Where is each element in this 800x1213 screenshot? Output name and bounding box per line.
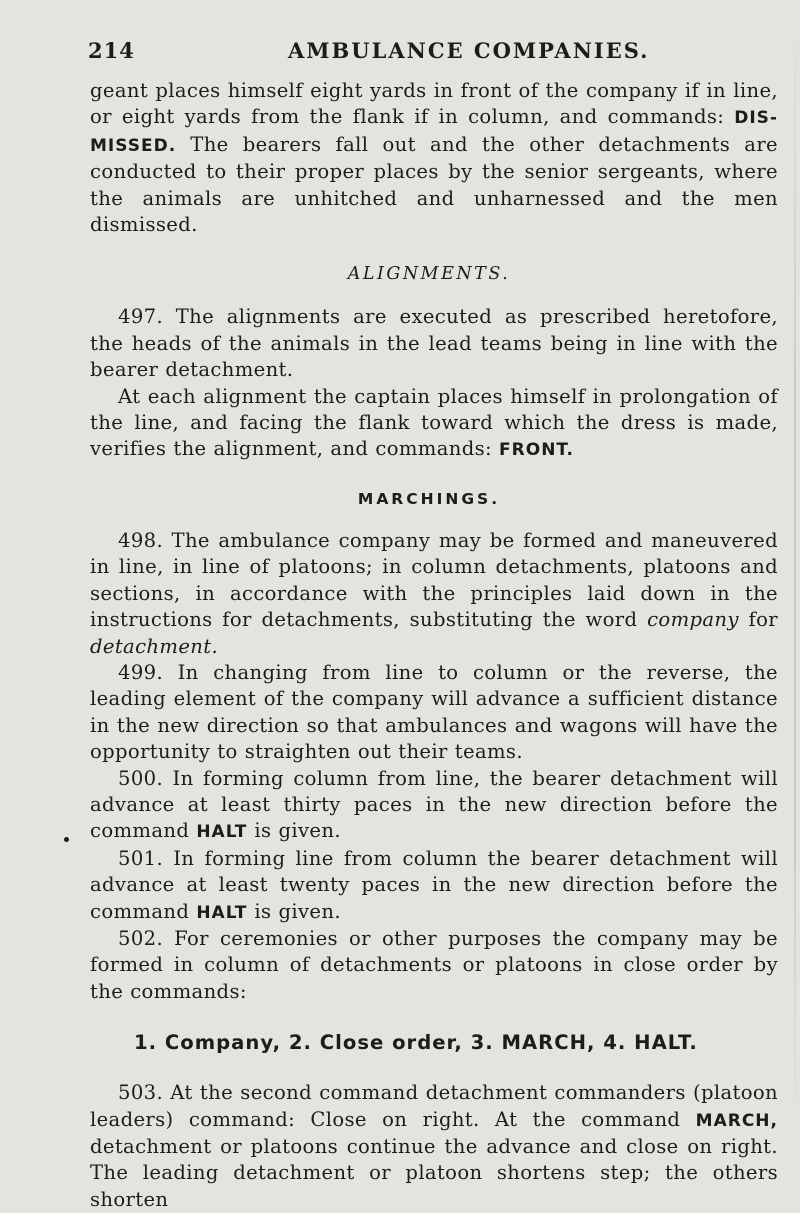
text-span: is given.	[247, 819, 341, 843]
paragraph-502: 502. For ceremonies or other purposes the company may be formed in column of detachments or platoons in close order by the commands:	[90, 926, 778, 1003]
paragraph-497-continued	[90, 384, 778, 464]
paragraph-500	[90, 766, 778, 846]
paragraph-498	[90, 528, 778, 660]
text-span: 503. At the second command detachment commanders (platoon leaders) command: Close on right. At the command	[90, 1081, 778, 1131]
italic-word: company	[647, 608, 739, 632]
command-word: MARCH,	[695, 1110, 778, 1131]
page-number: 214	[88, 38, 135, 63]
text-span: geant places himself eight yards in front of the company if in line, or eight yards from the flank if in column, and commands:	[90, 79, 778, 129]
text-span: At each alignment the captain places himself in prolongation of the line, and facing the flank toward which the dress is made, verifies the alignment, and commands:	[90, 384, 778, 461]
command-word: DIS-MISSED.	[90, 108, 778, 156]
section-heading-marchings: MARCHINGS.	[357, 489, 501, 508]
text-span: The bearers fall out and the other detachments are conducted to their proper places by the senior sergeants, where the animals are unhitched and unharnessed and the men dismissed.	[90, 132, 778, 237]
page-header	[90, 38, 778, 78]
paragraph-503	[90, 1080, 778, 1213]
text-span: 500. In forming column from line, the bearer detachment will advance at least thirty paces in the new direction before the command	[90, 766, 778, 843]
command-word: HALT	[196, 822, 248, 843]
command-word: HALT	[196, 902, 248, 923]
paragraph-501	[90, 846, 778, 926]
command-word: FRONT.	[499, 440, 574, 461]
margin-dot	[64, 837, 69, 842]
paragraph-continued	[90, 78, 778, 238]
section-heading-alignments: ALIGNMENTS.	[347, 264, 511, 285]
text-span: is given.	[247, 899, 341, 923]
text-span: 498. The ambulance company may be formed and maneuvered in line, in line of platoons; in column detachments, platoons and sections, in accordance with the principles laid down in the instructions for detachments, substituting the word	[90, 528, 778, 632]
text-span: detachment or platoons continue the advance and close on right. The leading detachment or platoon shortens step; the others shorten	[90, 1135, 778, 1211]
text-span: for	[738, 608, 778, 632]
running-head: AMBULANCE COMPANIES.	[288, 38, 650, 63]
paragraph-497: 497. The alignments are executed as prescribed heretofore, the heads of the animals in the lead teams being in line with the bearer detachment.	[90, 305, 778, 382]
commands-line: 1. Company, 2. Close order, 3. MARCH, 4. HALT.	[134, 1031, 698, 1055]
text-span: 501. In forming line from column the bearer detachment will advance at least twenty paces in the new direction before the command	[90, 846, 778, 923]
page-edge-shadow	[794, 0, 796, 1134]
italic-word: detachment.	[90, 634, 219, 658]
paragraph-499: 499. In changing from line to column or the reverse, the leading element of the company will advance a sufficient distance in the new direction so that ambulances and wagons will have the opportunity to straighten out their teams.	[90, 660, 778, 764]
